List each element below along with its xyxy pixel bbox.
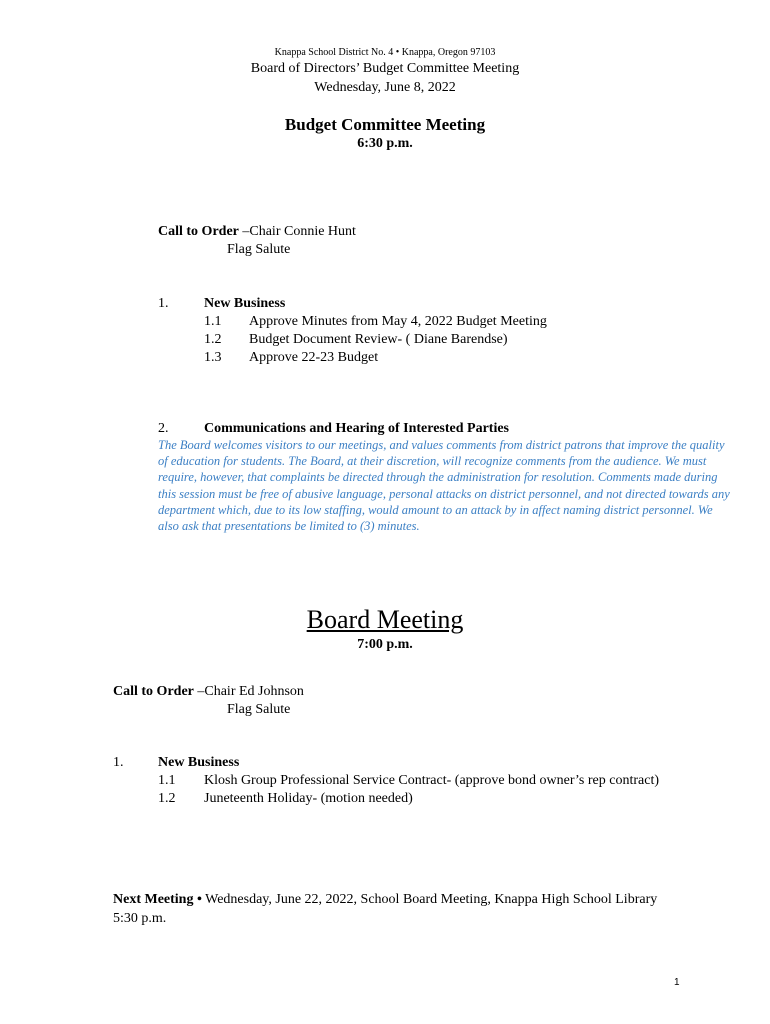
- budget-flag-salute: Flag Salute: [227, 242, 291, 257]
- budget-subitem-number: 1.3: [204, 350, 222, 365]
- board-subitem-text: Klosh Group Professional Service Contract- (approve bond owner’s rep contract): [204, 773, 659, 788]
- public-comment-policy: The Board welcomes visitors to our meetings, and values comments from district patrons that improve the quality of education for students. The Board, at their discretion, will recognize comments from the audience. We must require, however, that complaints be directed through the administration for resolution. Comments made during this session must be free of abusive language, personal attacks on district personnel, and not directed towards any department which, due to its low staffing, would amount to an attack by in affect naming district personnel. We also ask that presentations be limited to (3) minutes.: [158, 438, 730, 534]
- board-item-number: 1.: [113, 755, 124, 770]
- call-to-order-chair: –Chair Ed Johnson: [197, 684, 304, 699]
- budget-item-heading: New Business: [204, 296, 286, 311]
- budget-item-number: 1.: [158, 296, 169, 311]
- next-meeting-time: 5:30 p.m.: [113, 911, 167, 926]
- board-subitem-text: Juneteenth Holiday- (motion needed): [204, 791, 413, 806]
- budget-subitem-number: 1.2: [204, 332, 222, 347]
- budget-subitem-text: Approve 22-23 Budget: [249, 350, 379, 365]
- next-meeting-label: Next Meeting •: [113, 892, 202, 907]
- budget-subitem-text: Approve Minutes from May 4, 2022 Budget Meeting: [249, 314, 547, 329]
- communications-number: 2.: [158, 421, 169, 436]
- board-subitem-number: 1.1: [158, 773, 176, 788]
- board-meeting-time: 7:00 p.m.: [357, 637, 413, 652]
- board-call-to-order: [113, 684, 304, 700]
- meeting-date: Wednesday, June 8, 2022: [314, 80, 456, 95]
- budget-subitem-text: Budget Document Review- ( Diane Barendse): [249, 332, 508, 347]
- budget-committee-time: 6:30 p.m.: [357, 136, 413, 151]
- call-to-order-label: Call to Order: [158, 224, 239, 239]
- meeting-title: Board of Directors’ Budget Committee Meeting: [250, 61, 520, 76]
- budget-subitem-number: 1.1: [204, 314, 222, 329]
- call-to-order-chair: –Chair Connie Hunt: [242, 224, 356, 239]
- district-line: Knappa School District No. 4 • Knappa, Oregon 97103: [274, 47, 496, 58]
- board-item-heading: New Business: [158, 755, 240, 770]
- board-flag-salute: Flag Salute: [227, 702, 291, 717]
- next-meeting: [113, 892, 657, 908]
- budget-call-to-order: [158, 224, 356, 240]
- board-meeting-title: Board Meeting: [306, 605, 464, 634]
- page-number: 1: [674, 977, 680, 988]
- call-to-order-label: Call to Order: [113, 684, 194, 699]
- budget-committee-title: Budget Committee Meeting: [284, 115, 486, 134]
- board-subitem-number: 1.2: [158, 791, 176, 806]
- next-meeting-text: Wednesday, June 22, 2022, School Board Meeting, Knappa High School Library: [205, 892, 658, 907]
- communications-heading: Communications and Hearing of Interested Parties: [204, 421, 509, 436]
